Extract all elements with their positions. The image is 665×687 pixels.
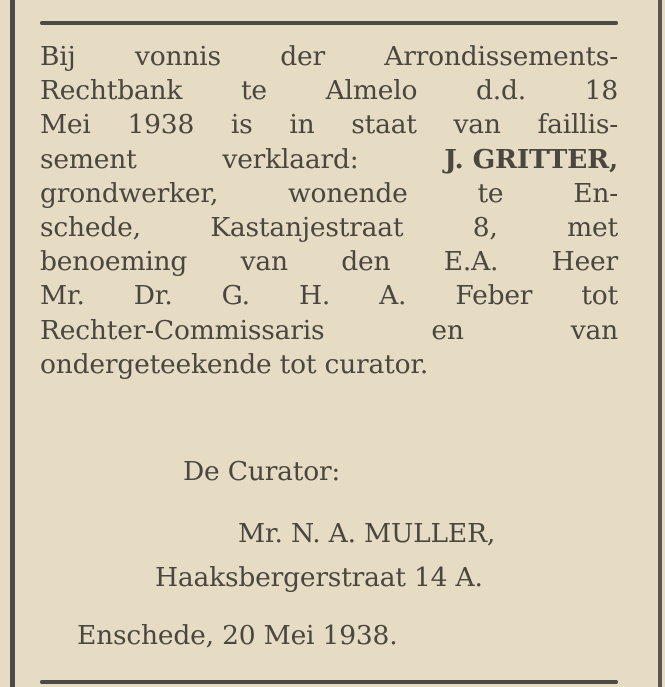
word: van	[570, 314, 618, 346]
word: Feber	[455, 280, 533, 312]
word: Mr.	[40, 280, 85, 312]
word: van	[240, 246, 288, 278]
word: van	[453, 109, 501, 141]
word: schede,	[40, 211, 141, 243]
notice-line-7	[40, 245, 618, 279]
bottom-rule	[40, 680, 618, 684]
word: grondwerker,	[40, 177, 219, 209]
word: d.d.	[475, 75, 526, 107]
word: benoeming	[40, 246, 188, 278]
word: 8,	[472, 211, 498, 243]
notice-line-5	[40, 177, 618, 211]
word: staat	[351, 109, 417, 141]
notice-line-8	[40, 279, 618, 313]
word: der	[280, 41, 325, 72]
word: te	[240, 75, 267, 107]
word: ondergeteekende tot curator.	[40, 348, 429, 380]
curator-address: Haaksbergerstraat 14 A.	[155, 562, 483, 593]
word: sement	[40, 143, 137, 175]
word: in	[289, 109, 315, 141]
word: 1938	[127, 109, 195, 141]
word: Almelo	[325, 75, 418, 107]
word: En-	[573, 177, 618, 209]
word: Dr.	[133, 280, 173, 312]
place-date: Enschede, 20 Mei 1938.	[77, 620, 398, 651]
notice-body	[40, 40, 618, 382]
word: vonnis	[134, 41, 221, 72]
left-border	[10, 0, 15, 687]
word: met	[567, 211, 618, 243]
notice-line-4	[40, 143, 618, 177]
word: Kastanjestraat	[210, 211, 404, 243]
word: den	[341, 246, 391, 278]
top-rule	[40, 21, 618, 25]
right-border	[658, 0, 662, 687]
word: Rechtbank	[40, 75, 183, 107]
word: tot	[581, 280, 618, 312]
word: wonende	[287, 177, 408, 209]
word: Arrondissements-	[384, 41, 618, 72]
bankrupt-name: J. GRITTER,	[444, 143, 618, 175]
word: Heer	[551, 246, 618, 278]
word: 18	[584, 75, 618, 107]
signature-heading: De Curator:	[183, 456, 341, 487]
word: en	[431, 314, 464, 346]
word: E.A.	[443, 246, 499, 278]
notice-line-2	[40, 74, 618, 108]
word: Bij	[40, 41, 76, 72]
word: A.	[379, 280, 407, 312]
notice-line-10	[40, 348, 618, 382]
curator-name: Mr. N. A. MULLER,	[238, 518, 496, 549]
word: Rechter-Commissaris	[40, 314, 325, 346]
word: G.	[221, 280, 250, 312]
notice-line-6	[40, 211, 618, 245]
notice-line-1	[40, 40, 618, 74]
word: is	[230, 109, 253, 141]
word: faillis-	[537, 109, 618, 141]
notice-line-9	[40, 314, 618, 348]
word: verklaard:	[222, 143, 359, 175]
notice-line-3	[40, 108, 618, 142]
word: Mei	[40, 109, 91, 141]
word: H.	[298, 280, 331, 312]
word: te	[477, 177, 504, 209]
